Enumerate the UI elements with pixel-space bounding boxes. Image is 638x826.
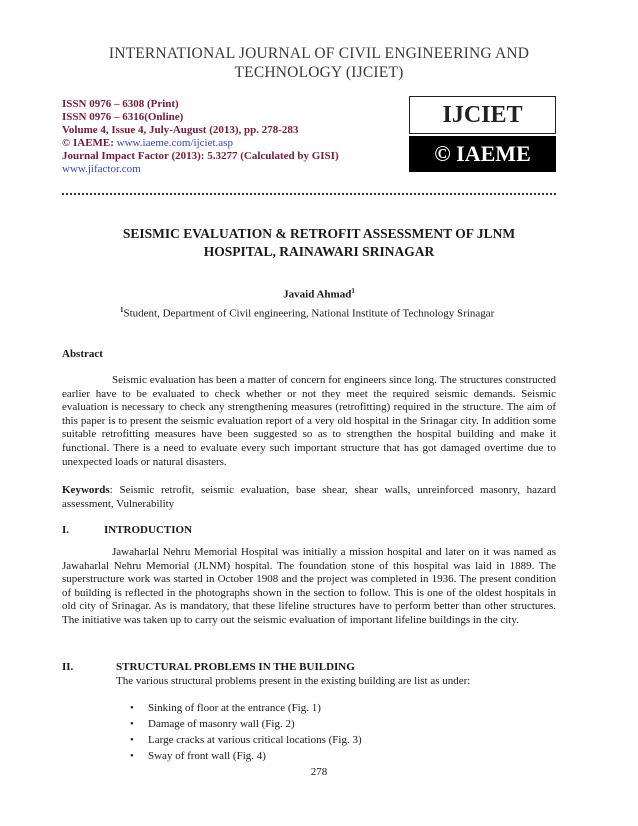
issn-print: ISSN 0976 – 6308 (Print) [62,98,179,110]
section1-number: I. [62,524,70,536]
ijciet-logo: IJCIET [409,96,556,134]
list-item [130,716,362,732]
list-item [130,700,362,716]
keywords-text: : Seismic retrofit, seismic evaluation, base shear, shear walls, unreinforced masonry, hazard assessment, Vulnerability [62,484,556,510]
iaeme-line [62,137,233,150]
list-item-text: Sinking of floor at the entrance (Fig. 1) [148,702,321,714]
affil-text: Student, Department of Civil engineering, National Institute of Technology Srinagar [123,307,495,320]
author-text: Javaid Ahmad [283,288,352,301]
paper-title-line2: HOSPITAL, RAINAWARI SRINAGAR [203,244,435,259]
author-superscript: 1 [351,287,355,295]
section2-title: STRUCTURAL PROBLEMS IN THE BUILDING [116,661,355,673]
journal-title-line2: TECHNOLOGY (IJCIET) [234,64,404,81]
header-divider [62,193,556,195]
list-item-text: Damage of masonry wall (Fig. 2) [148,718,295,730]
issn-online: ISSN 0976 – 6316(Online) [62,111,184,123]
bullet-icon: • [130,734,134,746]
jifactor-link[interactable]: www.jifactor.com [62,163,141,175]
author-name [0,287,638,301]
list-item-text: Large cracks at various critical locations (Fig. 3) [148,734,362,746]
section2-intro: The various structural problems present in the existing building are list as under: [116,675,471,687]
page-number: 278 [310,766,328,778]
affiliation [120,306,494,320]
list-item [130,732,362,748]
volume-info: Volume 4, Issue 4, July-August (2013), pp. 278-283 [62,124,299,136]
list-item-text: Sway of front wall (Fig. 4) [148,750,266,762]
problem-list [130,700,362,764]
section1-title: INTRODUCTION [104,524,193,536]
section2-number: II. [62,661,74,673]
iaeme-label: © IAEME: [62,137,114,149]
bullet-icon: • [130,702,134,714]
iaeme-logo: © IAEME [409,136,556,172]
iaeme-url-link[interactable]: www.iaeme.com/ijciet.asp [116,137,233,149]
affil-superscript: 1 [120,306,124,314]
impact-factor: Journal Impact Factor (2013): 5.3277 (Calculated by GISI) [62,150,339,162]
paper-title-line1: SEISMIC EVALUATION & RETROFIT ASSESSMENT OF JLNM [122,226,516,241]
section1-body [62,546,556,628]
section1-text: Jawaharlal Nehru Memorial Hospital was initially a mission hospital and later on it was named as Jawaharlal Nehru Memorial (JLNM) hospital. The foundation stone of this hospital was laid in 1889. The superstructure work was started in October 1908 and the project was completed in 1936. The present condition of building is reflected in the photographs shown in the section to follow. This is one of the oldest hospitals in old city of Srinagar. As is mandatory, that these lifeline structures have to perform better than other structures. The initiative was taken up to carry out the seismic evaluation of important lifeline buildings in the city. [62,546,556,626]
abstract-body [62,374,556,469]
journal-title-line1: INTERNATIONAL JOURNAL OF CIVIL ENGINEERING AND [108,45,530,62]
list-item [130,748,362,764]
abstract-text: Seismic evaluation has been a matter of concern for engineers since long. The structures constructed earlier have to be evaluated to check whether or not they meet the required seismic demands. Seismic evaluation is necessary to check any strengthening measures (retrofitting) required in the structure. The aim of this paper is to present the seismic evaluation report of a very old hospital in the Srinagar city. In addition some suitable retrofitting measures have been suggested so as to strengthen the hospital building and make it functional. There is a need to evaluate every such important structure that has got damaged overtime due to unexpected loads or natural disasters. [62,374,556,468]
abstract-heading: Abstract [62,348,103,360]
keywords [62,484,556,511]
bullet-icon: • [130,750,134,762]
bullet-icon: • [130,718,134,730]
keywords-label: Keywords [62,484,110,496]
